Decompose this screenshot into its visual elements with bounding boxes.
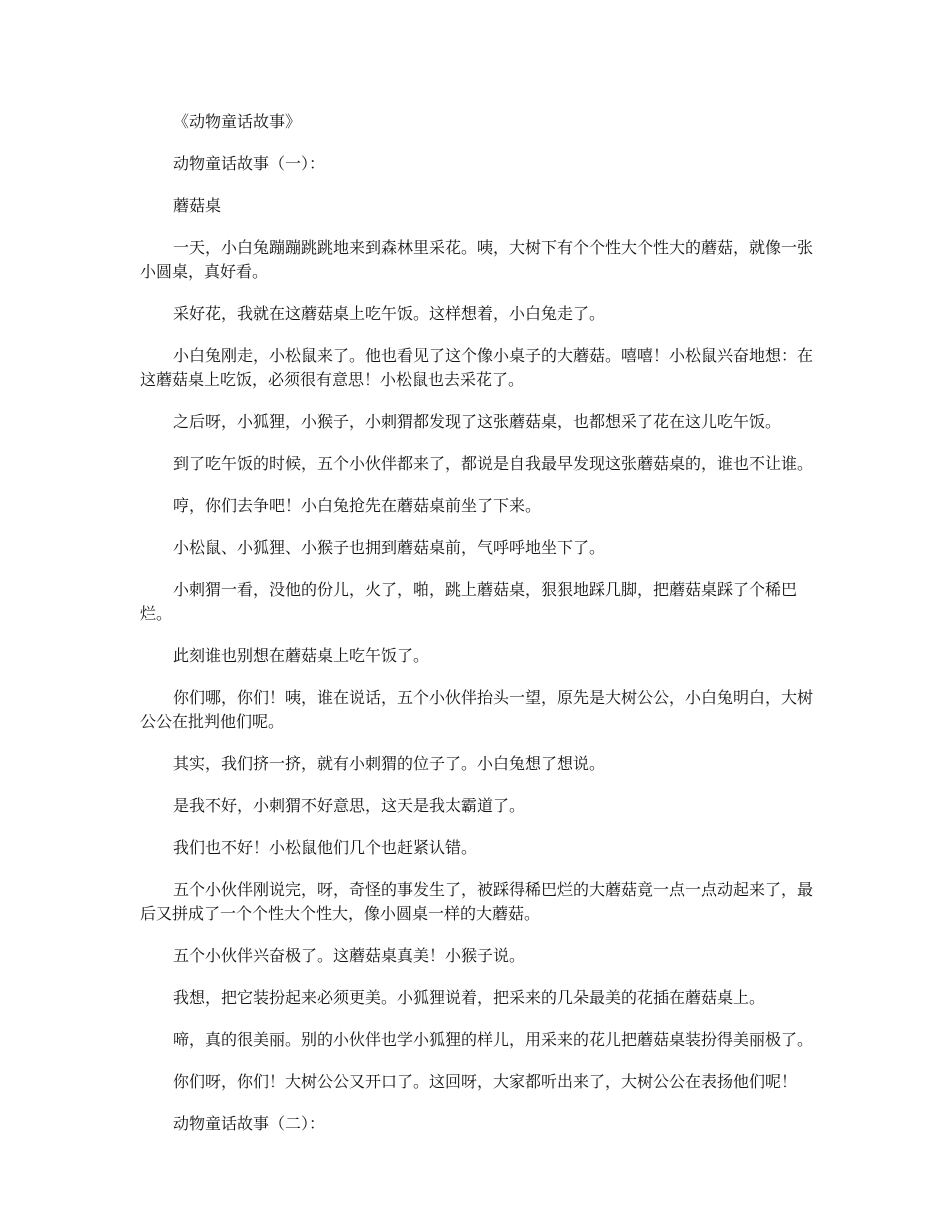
- section-heading: 动物童话故事（一）：: [173, 154, 326, 173]
- document-title: 《动物童话故事》: [173, 112, 302, 131]
- paragraph: 之后呀，小狐狸，小猴子，小刺猬都发现了这张蘑菇桌，也都想采了花在这儿吃午饭。: [173, 412, 782, 431]
- paragraph: 哼，你们去争吧！小白兔抢先在蘑菇桌前坐了下来。: [173, 496, 542, 515]
- story-title: 蘑菇桌: [173, 196, 222, 215]
- paragraph: 你们哪，你们！咦，谁在说话，五个小伙伴抬头一望，原先是大树公公，小白兔明白，大树公公在批判他们呢。: [140, 688, 814, 731]
- paragraph: 其实，我们挤一挤，就有小刺猬的位子了。小白兔想了想说。: [173, 754, 606, 773]
- paragraph: 一天，小白兔蹦蹦跳跳地来到森林里采花。咦，大树下有个个性大个性大的蘑菇，就像一张小圆桌，真好看。: [140, 238, 814, 281]
- paragraph: 我们也不好！小松鼠他们几个也赶紧认错。: [173, 838, 478, 857]
- paragraph: 此刻谁也别想在蘑菇桌上吃午饭了。: [173, 646, 430, 665]
- paragraph: 小松鼠、小狐狸、小猴子也拥到蘑菇桌前，气呼呼地坐下了。: [173, 538, 606, 557]
- paragraph: 采好花，我就在这蘑菇桌上吃午饭。这样想着，小白兔走了。: [173, 304, 606, 323]
- paragraph: 是我不好，小刺猬不好意思，这天是我太霸道了。: [173, 796, 526, 815]
- paragraph: 到了吃午饭的时候，五个小伙伴都来了，都说是自我最早发现这张蘑菇桌的，谁也不让谁。: [173, 454, 814, 473]
- paragraph: 小白兔刚走，小松鼠来了。他也看见了这个像小桌子的大蘑菇。嘻嘻！小松鼠兴奋地想：在这蘑菇桌上吃饭，必须很有意思！小松鼠也去采花了。: [140, 346, 814, 389]
- paragraph: 你们呀，你们！大树公公又开口了。这回呀，大家都听出来了，大树公公在表扬他们呢！: [173, 1072, 798, 1091]
- document-page: [140, 110, 820, 1154]
- paragraph: 小刺猬一看，没他的份儿，火了，啪，跳上蘑菇桌，狠狠地踩几脚，把蘑菇桌踩了个稀巴烂。: [140, 580, 798, 623]
- paragraph: 五个小伙伴兴奋极了。这蘑菇桌真美！小猴子说。: [173, 946, 526, 965]
- paragraph: 五个小伙伴刚说完，呀，奇怪的事发生了，被踩得稀巴烂的大蘑菇竟一点一点动起来了，最后又拼成了一个个性大个性大，像小圆桌一样的大蘑菇。: [140, 880, 814, 923]
- section-heading: 动物童话故事（二）：: [173, 1114, 326, 1133]
- paragraph: 我想，把它装扮起来必须更美。小狐狸说着，把采来的几朵最美的花插在蘑菇桌上。: [173, 988, 766, 1007]
- paragraph: 啼，真的很美丽。别的小伙伴也学小狐狸的样儿，用采来的花儿把蘑菇桌装扮得美丽极了。: [173, 1030, 814, 1049]
